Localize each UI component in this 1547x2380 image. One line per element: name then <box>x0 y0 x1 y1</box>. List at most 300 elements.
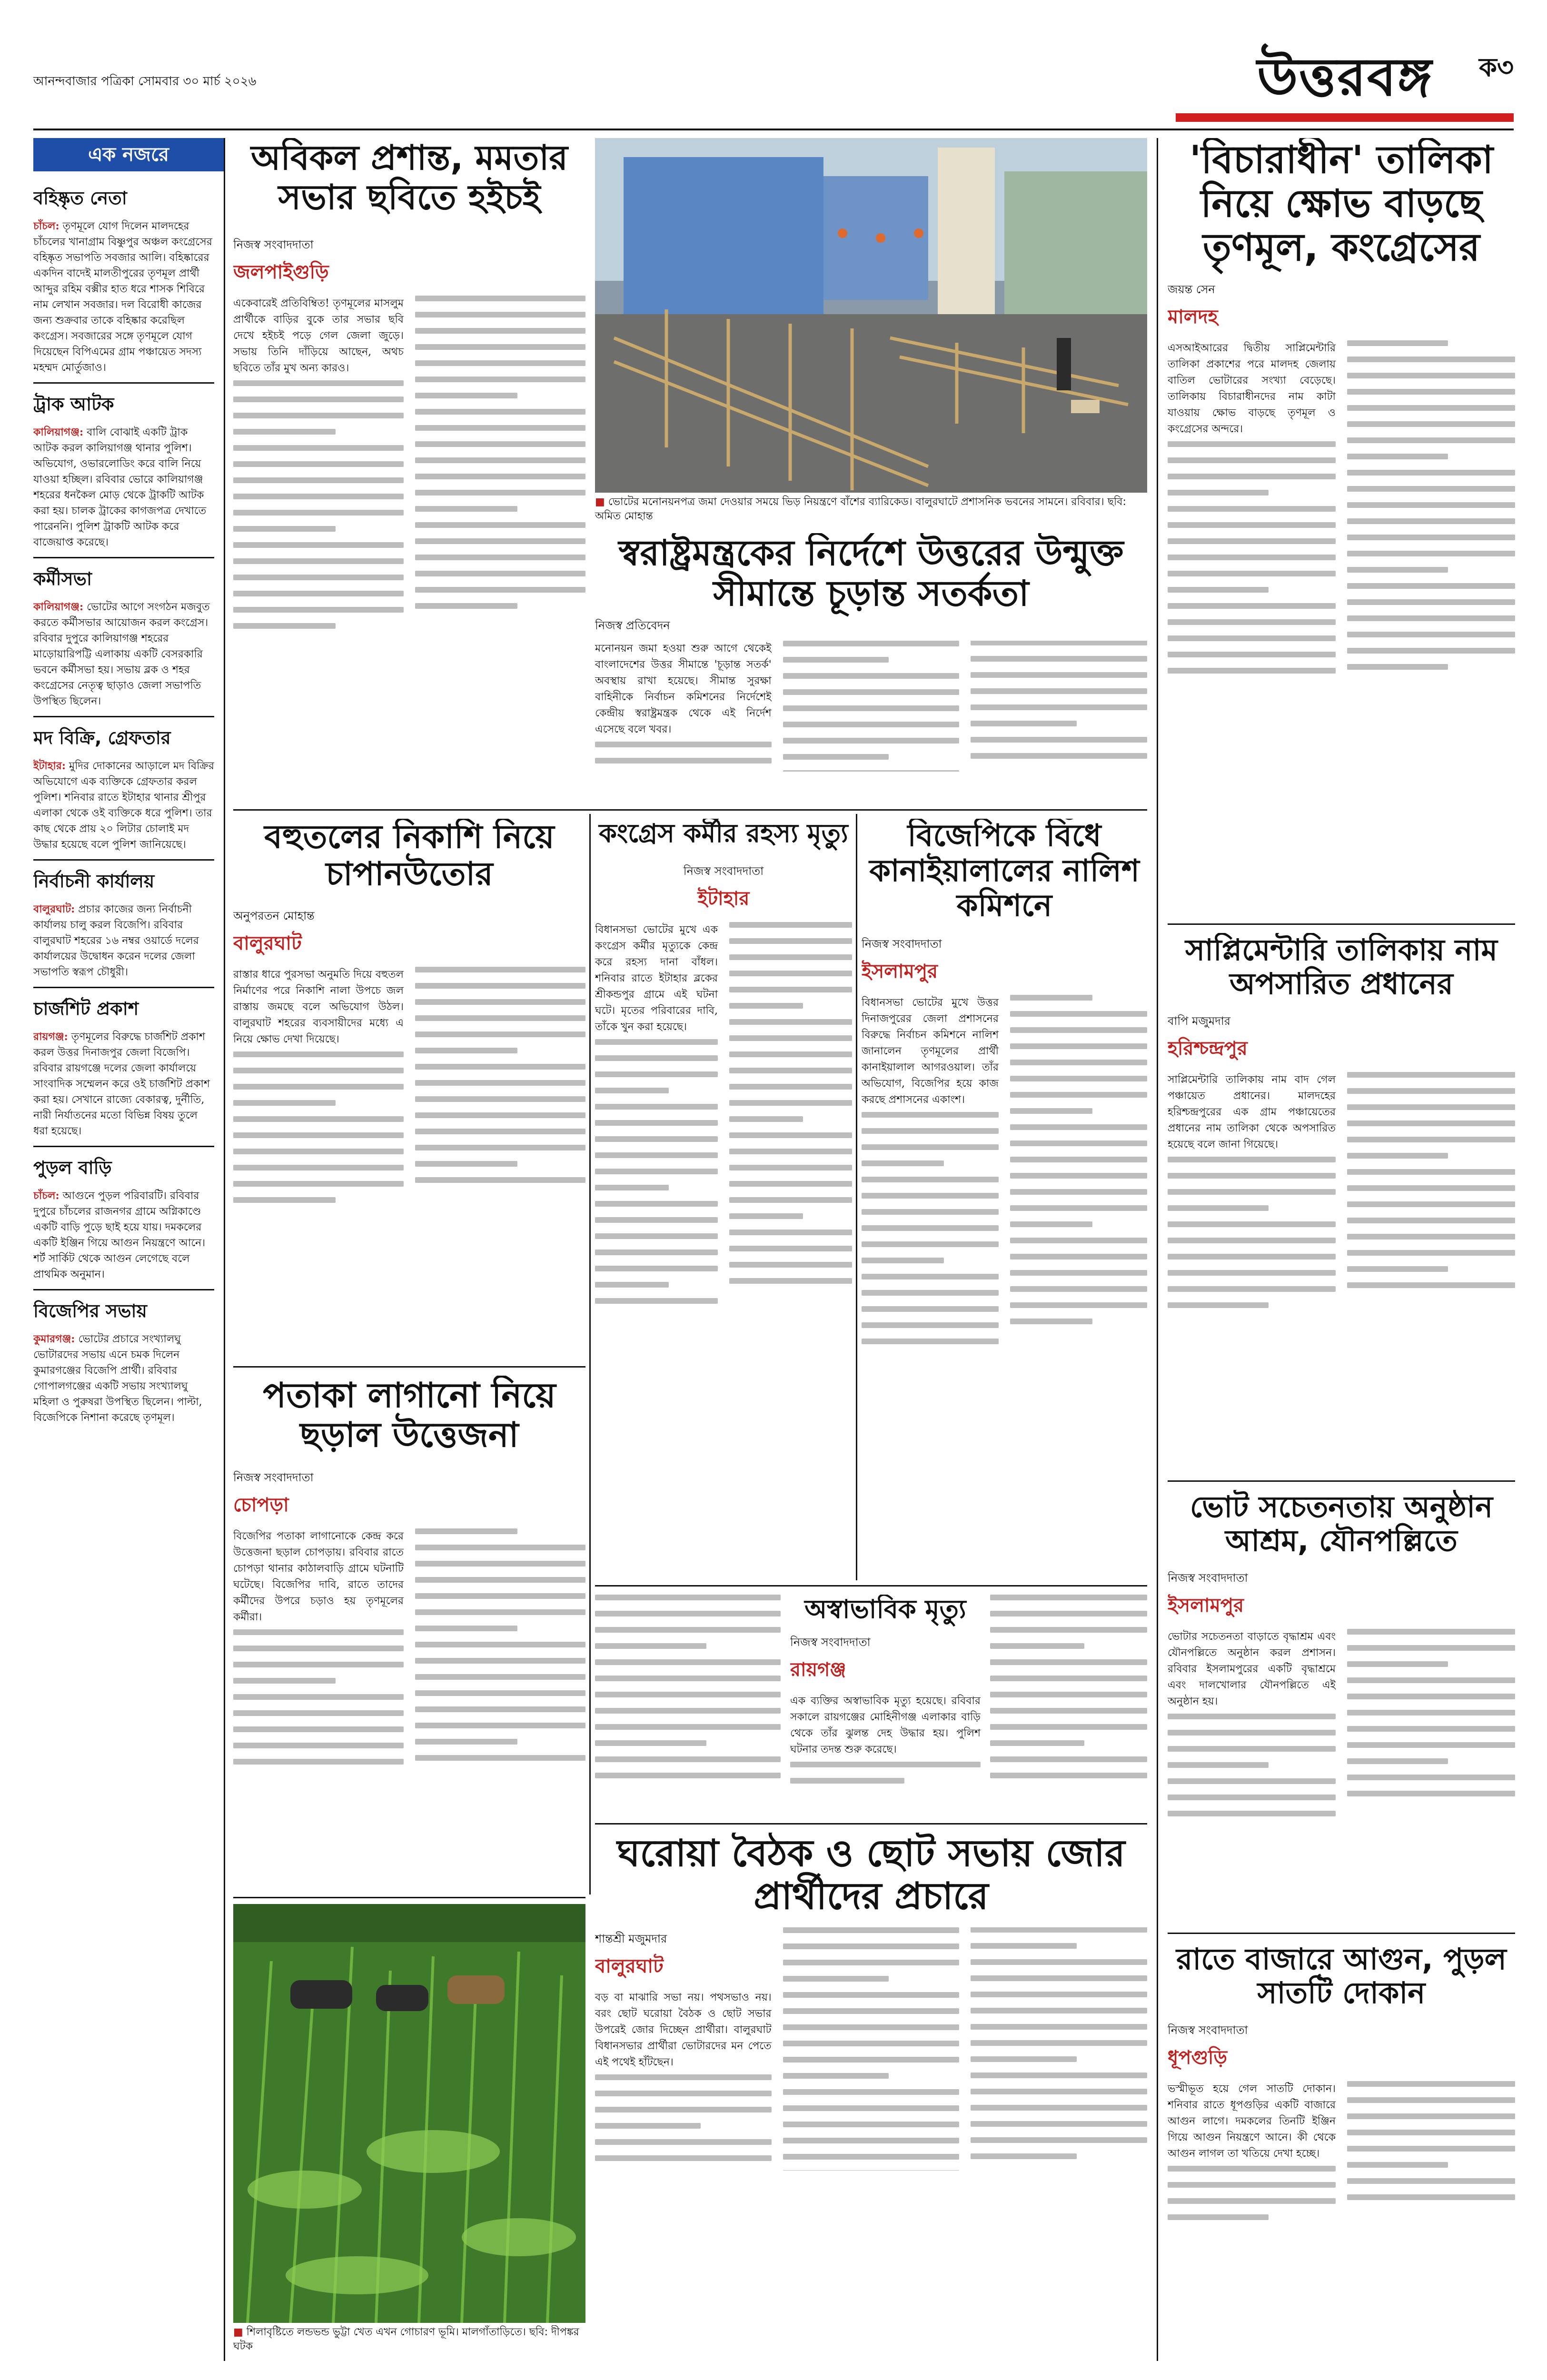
divider <box>233 1366 585 1368</box>
text-line-placeholder <box>595 1756 781 1762</box>
text-line-placeholder <box>595 1233 718 1239</box>
text-line-placeholder <box>1010 1221 1092 1227</box>
text-line-placeholder <box>990 1595 1147 1600</box>
text-line-placeholder <box>862 1144 999 1150</box>
text-line-placeholder <box>595 758 772 764</box>
story-voter-awareness <box>1168 1490 1515 1928</box>
text-line-placeholder <box>415 999 585 1005</box>
story-body <box>990 1595 1147 1778</box>
text-line-placeholder <box>783 1927 960 1933</box>
text-line-placeholder <box>415 441 585 447</box>
story-dateline: ধূপগুড়ি <box>1168 2046 1228 2069</box>
brief-item <box>33 995 214 1139</box>
text-line-placeholder <box>1347 502 1515 508</box>
text-line-placeholder <box>790 1778 904 1784</box>
text-line-placeholder <box>415 1739 517 1745</box>
text-line-placeholder <box>1168 538 1336 544</box>
text-line-placeholder <box>595 1120 718 1126</box>
text-line-placeholder <box>1168 1778 1336 1784</box>
text-line-placeholder <box>1168 1714 1336 1719</box>
text-line-placeholder <box>595 1039 718 1045</box>
text-line-placeholder <box>1347 535 1515 540</box>
text-line-placeholder <box>233 1678 336 1684</box>
text-line-placeholder <box>415 983 585 989</box>
text-line-placeholder <box>862 1209 999 1215</box>
story-lead: ভোটার সচেতনতা বাড়াতে বৃদ্ধাশ্রম এবং যৌনপল্লিতে অনুষ্ঠান করল প্রশাসন। রবিবার ইসলামপুরের একটি বৃদ্ধাশ্রমে এবং দালখোলার যৌনপল্লিতে এই অনুষ্ঠান হয়। <box>1168 1630 1336 1707</box>
text-line-placeholder <box>783 1976 889 1982</box>
text-line-placeholder <box>862 1339 999 1344</box>
story-lead: ভস্মীভূত হয়ে গেল সাতটি দোকান। শনিবার রাতে ধূপগুড়ির একটি বাজারে আগুন লাগে। দমকলের তিনটি ইঞ্জিন গিয়ে আগুন নিয়ন্ত্রণে আনে। কী থেকে আগুন লাগল তা খতিয়ে দেখা হচ্ছে। <box>1168 2082 1336 2160</box>
text-line-placeholder <box>1168 457 1336 463</box>
text-line-placeholder <box>595 2123 701 2129</box>
brief-item <box>33 1297 214 1426</box>
text-line-placeholder <box>783 1960 960 1965</box>
text-line-placeholder <box>1347 615 1515 621</box>
text-line-placeholder <box>783 2073 889 2079</box>
text-line-placeholder <box>1168 1746 1336 1752</box>
text-line-placeholder <box>233 526 336 532</box>
text-line-placeholder <box>233 1051 404 1057</box>
text-line-placeholder <box>729 1116 803 1122</box>
story-body <box>595 922 852 1304</box>
text-line-placeholder <box>233 1197 336 1203</box>
text-line-placeholder <box>783 1944 960 1949</box>
text-line-placeholder <box>595 1692 781 1697</box>
text-line-placeholder <box>1347 551 1515 556</box>
text-line-placeholder <box>595 742 772 747</box>
text-line-placeholder <box>1347 664 1448 670</box>
text-line-placeholder <box>415 1545 585 1550</box>
brief-text: আগুনে পুড়ল পরিবারটি। রবিবার দুপুরে চাঁচলের রাজনগর গ্রামে অগ্নিকাণ্ডে একটি বাড়ি পুড়ে ছাই হয়ে যায়। দমকলের একটি ইঞ্জিন গিয়ে আগুন নিয়ন্ত্রণে আনে। শর্ট সার্কিট থেকে আগুন লেগেছে বলে প্রাথমিক অনুমান। <box>33 1190 206 1280</box>
text-line-placeholder <box>1347 1185 1515 1191</box>
divider <box>33 987 214 988</box>
text-line-placeholder <box>595 1055 718 1061</box>
news-briefs-list <box>33 178 214 2359</box>
divider <box>33 1289 214 1290</box>
text-line-placeholder <box>415 1096 585 1102</box>
text-line-placeholder <box>1168 1205 1269 1211</box>
text-line-placeholder <box>729 954 852 960</box>
text-line-placeholder <box>1168 1302 1269 1308</box>
text-line-placeholder <box>1168 1157 1336 1162</box>
text-line-placeholder <box>415 1048 517 1053</box>
text-line-placeholder <box>729 971 852 976</box>
text-line-placeholder <box>1010 1092 1147 1098</box>
text-line-placeholder <box>971 721 1076 726</box>
text-line-placeholder <box>415 1528 517 1534</box>
story-headline: অবিকল প্রশান্ত, মমতার সভার ছবিতে হইচই <box>251 138 568 217</box>
text-line-placeholder <box>1347 389 1515 395</box>
text-line-placeholder <box>729 1003 803 1009</box>
text-line-placeholder <box>233 445 404 451</box>
text-line-placeholder <box>862 1177 999 1182</box>
text-line-placeholder <box>1010 1286 1147 1292</box>
text-line-placeholder <box>1010 1043 1147 1049</box>
text-line-placeholder <box>729 1278 852 1284</box>
brief-location: চাঁচল: <box>33 1190 60 1202</box>
text-line-placeholder <box>971 737 1147 743</box>
text-line-placeholder <box>233 380 404 386</box>
story-byline: শান্তশ্রী মজুমদার <box>595 1932 667 1946</box>
brief-title: মদ বিক্রি, গ্রেফতার <box>33 727 171 748</box>
text-line-placeholder <box>415 1031 585 1037</box>
text-line-placeholder <box>971 2137 1147 2143</box>
text-line-placeholder <box>1010 1124 1147 1130</box>
text-line-placeholder <box>1347 518 1515 524</box>
text-line-placeholder <box>1347 1072 1515 1078</box>
story-byline: নিজস্ব সংবাদদাতা <box>790 1636 871 1649</box>
text-line-placeholder <box>595 1169 718 1174</box>
text-line-placeholder <box>862 1128 999 1134</box>
text-line-placeholder <box>1010 1011 1147 1017</box>
story-body <box>1168 340 1515 682</box>
text-line-placeholder <box>1010 1108 1092 1114</box>
text-line-placeholder <box>1347 1629 1515 1635</box>
story-headline: অস্বাভাবিক মৃত্যু <box>804 1595 966 1624</box>
story-lead: বিজেপির পতাকা লাগানোকে কেন্দ্র করে উত্তেজনা ছড়াল চোপড়ায়। রবিবার রাতে চোপড়া থানার কাঠালবাড়ি গ্রামে ঘটনাটি ঘটেছে। বিজেপির দাবি, রাতে তাদের কর্মীদের উপরে চড়াও হয় তৃণমূলের কর্মীরা। <box>233 1530 404 1623</box>
story-dateline: বালুরঘাট <box>595 1955 664 1978</box>
text-line-placeholder <box>595 1611 781 1616</box>
text-line-placeholder <box>415 1626 517 1631</box>
story-byline: অনুপরতন মোহান্ত <box>233 909 315 923</box>
text-line-placeholder <box>233 575 404 580</box>
brief-item <box>33 184 214 376</box>
text-line-placeholder <box>1347 357 1515 362</box>
text-line-placeholder <box>1168 555 1336 560</box>
text-line-placeholder <box>862 1112 999 1118</box>
text-line-placeholder <box>1347 405 1515 411</box>
divider <box>33 382 214 384</box>
story-lead: এক ব্যক্তির অস্বাভাবিক মৃত্যু হয়েছে। রবিবার সকালে রায়গঞ্জের মোহিনীগঞ্জ এলাকার বাড়ি থেকে তাঁর ঝুলন্ত দেহ উদ্ধার হয়। পুলিশ ঘটনার তদন্ত শুরু করেছে। <box>790 1695 981 1756</box>
story-dateline: ইসলামপুর <box>1168 1594 1244 1616</box>
brief-text: মুদির দোকানের আড়ালে মদ বিক্রির অভিযোগে এক ব্যক্তিকে গ্রেফতার করল পুলিশ। শনিবার রাতে ইটাহার থানার শ্রীপুর এলাকা থেকে ওই ব্যক্তিকে ধরে পুলিশ। তার কাছ থেকে প্রায় ২০ লিটার চোলাই মদ উদ্ধার হয়েছে বলে পুলিশ জানিয়েছে। <box>33 760 214 851</box>
text-line-placeholder <box>415 1723 585 1728</box>
text-line-placeholder <box>862 1290 999 1296</box>
text-line-placeholder <box>783 705 960 711</box>
text-line-placeholder <box>415 1177 585 1183</box>
text-line-placeholder <box>783 2024 960 2030</box>
brief-title: ট্রাক আটক <box>33 394 114 415</box>
story-body <box>595 641 1147 772</box>
text-line-placeholder <box>233 510 404 516</box>
brief-location: কালিয়াগঞ্জ: <box>33 601 84 613</box>
story-lead: সাপ্লিমেন্টারি তালিকায় নাম বাদ গেল পঞ্চায়েত প্রধানের। মালদহের হরিশ্চন্দ্রপুরের এক গ্রাম পঞ্চায়েতের প্রধানের নাম তালিকা থেকে অপসারিত হয়েছে বলে জানা গিয়েছে। <box>1168 1073 1336 1150</box>
text-line-placeholder <box>783 2138 960 2143</box>
text-line-placeholder <box>1347 1694 1515 1699</box>
text-line-placeholder <box>415 1129 585 1134</box>
text-line-placeholder <box>971 2040 1147 2046</box>
text-line-placeholder <box>415 344 585 350</box>
text-line-placeholder <box>729 1213 803 1219</box>
text-line-placeholder <box>1347 632 1515 637</box>
masthead <box>33 33 1514 133</box>
text-line-placeholder <box>1347 2146 1515 2152</box>
text-line-placeholder <box>971 1959 1147 1965</box>
text-line-placeholder <box>1347 1234 1515 1240</box>
text-line-placeholder <box>415 1706 585 1712</box>
text-line-placeholder <box>595 1627 781 1633</box>
text-line-placeholder <box>1347 1775 1515 1780</box>
text-line-placeholder <box>595 1104 718 1110</box>
text-line-placeholder <box>415 1577 585 1583</box>
story-headline: কংগ্রেস কর্মীর রহস্য মৃত্যু <box>599 819 848 848</box>
text-line-placeholder <box>415 587 585 593</box>
text-line-placeholder <box>1168 587 1269 593</box>
text-line-placeholder <box>1168 1254 1336 1259</box>
story-body <box>233 1528 585 1773</box>
text-line-placeholder <box>1347 1266 1448 1272</box>
story-dateline: ইসলামপুর <box>862 960 938 982</box>
text-line-placeholder <box>971 2089 1147 2094</box>
text-line-placeholder <box>729 1051 852 1057</box>
text-line-placeholder <box>783 2041 960 2046</box>
text-line-placeholder <box>783 738 960 744</box>
text-line-placeholder <box>595 1152 718 1158</box>
text-line-placeholder <box>971 1975 1147 1981</box>
caption-marker: ■ <box>233 2326 243 2338</box>
text-line-placeholder <box>233 1132 404 1138</box>
text-line-placeholder <box>1168 441 1336 447</box>
text-line-placeholder <box>415 1561 585 1567</box>
story-byline: নিজস্ব সংবাদদাতা <box>862 937 942 951</box>
text-line-placeholder <box>233 1116 404 1122</box>
text-line-placeholder <box>971 704 1147 710</box>
story-jalpaiguri <box>233 138 585 804</box>
text-line-placeholder <box>233 1759 404 1765</box>
text-line-placeholder <box>862 1160 944 1166</box>
text-line-placeholder <box>990 1659 1147 1665</box>
text-line-placeholder <box>233 1068 404 1073</box>
text-line-placeholder <box>1010 1140 1147 1146</box>
brief-location: ইটাহার: <box>33 760 66 772</box>
text-line-placeholder <box>971 2073 1147 2078</box>
story-body <box>1168 2081 1515 2221</box>
text-line-placeholder <box>1010 1076 1147 1081</box>
text-line-placeholder <box>1168 506 1336 512</box>
text-line-placeholder <box>415 474 585 479</box>
brief-title: পুড়ল বাড়ি <box>33 1157 112 1178</box>
text-line-placeholder <box>415 1112 585 1118</box>
divider <box>1168 1933 1515 1934</box>
story-byline: নিজস্ব সংবাদদাতা <box>683 864 764 878</box>
text-line-placeholder <box>1347 2162 1448 2168</box>
story-headline: ভোট সচেতনতায় অনুষ্ঠান আশ্রম, যৌনপল্লিতে <box>1190 1490 1493 1558</box>
text-line-placeholder <box>595 1773 781 1778</box>
text-line-placeholder <box>1347 2178 1515 2184</box>
story-chopra <box>233 1376 585 1890</box>
text-line-placeholder <box>729 922 852 928</box>
story-body <box>862 995 1147 1345</box>
text-line-placeholder <box>729 1181 852 1187</box>
text-line-placeholder <box>415 1642 585 1647</box>
text-line-placeholder <box>1347 1282 1515 1288</box>
text-line-placeholder <box>415 490 585 496</box>
story-byline: বাপি মজুমদার <box>1168 1014 1230 1028</box>
text-line-placeholder <box>1168 619 1336 625</box>
story-balurghat-drain <box>233 819 585 1361</box>
story-itahar <box>595 819 852 1576</box>
text-line-placeholder <box>415 603 517 609</box>
text-line-placeholder <box>990 1708 1147 1714</box>
story-lead: বিধানসভা ভোটের মুখে এক কংগ্রেস কর্মীর মৃত্যুকে কেন্দ্র করে রহস্য দানা বাঁধল। শনিবার রাতে ইটাহার ব্লকের শ্রীকন্ডপুর গ্রামে এই ঘটনা ঘটে। মৃতের পরিবারের দাবি, তাঁকে খুন করা হয়েছে। <box>595 924 718 1033</box>
divider <box>33 557 214 558</box>
story-lead: একেবারেই প্রতিবিম্বিত! তৃণমূলের মাসলুম প্রার্থীকে বাড়ির বুকে তার সভার ছবি দেখে হইচই পড়ে গেল জেলা জুড়ে। সভায় তিনি দাঁড়িয়ে আছেন, অথচ ছবিতে তাঁর মুখ অন্য কারও। <box>233 297 404 374</box>
text-line-placeholder <box>233 1084 404 1090</box>
text-line-placeholder <box>990 1627 1147 1633</box>
text-line-placeholder <box>415 296 585 301</box>
story-headline: ঘরোয়া বৈঠক ও ছোট সভায় জোর প্রার্থীদের প্রচারে <box>617 1833 1125 1918</box>
story-headline: স্বরাষ্ট্রমন্ত্রকের নির্দেশে উত্তরের উন্মুক্ত সীমান্তে চূড়ান্ত সতর্কতা <box>618 533 1124 615</box>
caption-marker: ■ <box>595 496 605 508</box>
text-line-placeholder <box>1168 1238 1336 1243</box>
text-line-placeholder <box>971 753 1147 759</box>
text-line-placeholder <box>1347 1710 1515 1716</box>
text-line-placeholder <box>595 1266 718 1271</box>
story-raiganj-death <box>790 1595 981 1818</box>
story-balurghat-campaign <box>595 1833 1147 2361</box>
text-line-placeholder <box>783 673 960 679</box>
story-pending-list <box>1168 138 1515 919</box>
news-briefs-column <box>33 138 225 2361</box>
text-line-placeholder <box>783 689 960 695</box>
text-line-placeholder <box>233 623 336 629</box>
text-line-placeholder <box>1347 2081 1515 2087</box>
story-lead: বড় বা মাঝারি সভা নয়। পথসভাও নয়। বরং ছোট ঘরোয়া বৈঠক ও ছোট সভার উপরেই জোর দিচ্ছেন প্রার্থীরা। বালুরঘাট বিধানসভার প্রার্থীরা ভোটারদের মন পেতে এই পথেই হাঁটছেন। <box>595 1992 772 2069</box>
text-line-placeholder <box>1010 1027 1147 1033</box>
text-line-placeholder <box>783 1992 960 1998</box>
brief-location: বালুরঘাট: <box>33 903 75 915</box>
divider <box>233 809 1147 811</box>
divider <box>1168 1480 1515 1482</box>
story-body <box>233 967 585 1203</box>
text-line-placeholder <box>415 1690 585 1696</box>
text-line-placeholder <box>233 1743 404 1748</box>
text-line-placeholder <box>233 1149 404 1154</box>
text-line-placeholder <box>1347 567 1448 573</box>
text-line-placeholder <box>1168 1795 1336 1800</box>
text-line-placeholder <box>971 2024 1147 2030</box>
text-line-placeholder <box>790 1762 981 1767</box>
story-headline: বহুতলের নিকাশি নিয়ে চাপানউতোর <box>264 819 555 893</box>
text-line-placeholder <box>1168 603 1336 609</box>
text-line-placeholder <box>595 1201 718 1207</box>
story-dateline: রায়গঞ্জ <box>790 1659 846 1681</box>
text-line-placeholder <box>233 1181 404 1187</box>
text-line-placeholder <box>595 1136 718 1142</box>
text-line-placeholder <box>1347 599 1515 605</box>
text-line-placeholder <box>971 1943 1076 1949</box>
text-line-placeholder <box>415 312 585 317</box>
text-line-placeholder <box>990 1643 1084 1649</box>
divider <box>1168 923 1515 925</box>
text-line-placeholder <box>783 2105 960 2111</box>
text-line-placeholder <box>233 1629 404 1635</box>
text-line-placeholder <box>415 328 585 334</box>
story-body <box>1168 1629 1515 1817</box>
text-line-placeholder <box>862 1258 944 1263</box>
brief-title: কর্মীসভা <box>33 568 92 589</box>
text-line-placeholder <box>233 607 404 613</box>
text-line-placeholder <box>415 538 585 544</box>
text-line-placeholder <box>1168 668 1336 674</box>
divider <box>33 859 214 861</box>
text-line-placeholder <box>1347 454 1448 459</box>
text-line-placeholder <box>783 2008 960 2014</box>
text-line-placeholder <box>729 1035 852 1041</box>
story-lead: বিধানসভা ভোটের মুখে উত্তর দিনাজপুরের জেলা প্রশাসনের বিরুদ্ধে নির্বাচন কমিশনে নালিশ জানালেন তৃণমূলের প্রার্থী কানাইয়ালাল আগরওয়াল। তাঁর অভিযোগ, বিজেপির হয়ে কাজ করছে প্রশাসনের একাংশ। <box>862 996 999 1106</box>
text-line-placeholder <box>729 1019 852 1025</box>
text-line-placeholder <box>595 1708 781 1714</box>
brief-location: চাঁচল: <box>33 220 60 232</box>
brief-item <box>33 724 214 853</box>
text-line-placeholder <box>862 1225 999 1231</box>
text-line-placeholder <box>415 1145 585 1150</box>
text-line-placeholder <box>415 967 585 972</box>
story-byline: নিজস্ব সংবাদদাতা <box>233 1470 314 1484</box>
text-line-placeholder <box>783 722 960 727</box>
text-line-placeholder <box>415 571 585 576</box>
text-line-placeholder <box>1347 1742 1515 1748</box>
section-accent-bar <box>1176 113 1514 122</box>
story-headline: সাপ্লিমেন্টারি তালিকায় নাম অপসারিত প্রধানের <box>1185 933 1497 1002</box>
story-byline: নিজস্ব প্রতিবেদন <box>595 619 670 633</box>
text-line-placeholder <box>1168 2198 1336 2204</box>
text-line-placeholder <box>595 1298 718 1304</box>
text-line-placeholder <box>1347 373 1515 378</box>
text-line-placeholder <box>783 2057 960 2063</box>
text-line-placeholder <box>1347 1645 1515 1651</box>
text-line-placeholder <box>783 657 889 663</box>
text-line-placeholder <box>415 506 517 512</box>
text-line-placeholder <box>233 1646 404 1651</box>
brief-title: বিজেপির সভায় <box>33 1300 147 1321</box>
text-line-placeholder <box>233 429 336 435</box>
story-dateline: বালুরঘাট <box>233 932 302 955</box>
text-line-placeholder <box>1347 648 1515 654</box>
text-line-placeholder <box>1010 1238 1147 1243</box>
text-line-placeholder <box>1347 1661 1448 1667</box>
text-line-placeholder <box>1168 474 1336 479</box>
text-line-placeholder <box>729 1132 852 1138</box>
text-line-placeholder <box>1347 1169 1515 1175</box>
text-line-placeholder <box>233 477 404 483</box>
text-line-placeholder <box>233 1100 336 1106</box>
text-line-placeholder <box>729 1100 852 1106</box>
text-line-placeholder <box>971 2121 1147 2127</box>
story-body <box>595 1595 781 1778</box>
page-number: ক৩ <box>1479 52 1514 82</box>
text-line-placeholder <box>1168 2166 1336 2172</box>
text-line-placeholder <box>971 2008 1147 2013</box>
text-line-placeholder <box>1347 1218 1515 1223</box>
right-column <box>1157 138 1515 2361</box>
brief-text: ভোটের আগে সংগঠন মজবুত করতে কর্মীসভার আয়োজন করল কংগ্রেস। রবিবার দুপুরে কালিয়াগঞ্জ শহরের মাড়োয়ারিপট্টি এলাকায় একটি বেসরকারি ভবনে কর্মীসভা হয়। সভায় ব্লক ও শহর কংগ্রেসের নেতৃত্ব ছাড়াও জেলা সভাপতি উপস্থিত ছিলেন। <box>33 601 210 707</box>
text-line-placeholder <box>1168 1173 1336 1179</box>
story-byline: নিজস্ব সংবাদদাতা <box>1168 1571 1248 1585</box>
text-line-placeholder <box>1347 2097 1515 2103</box>
text-line-placeholder <box>1347 2130 1515 2135</box>
text-line-placeholder <box>595 2155 772 2161</box>
news-briefs-header: এক নজরে <box>33 138 224 171</box>
text-line-placeholder <box>233 397 404 402</box>
divider <box>33 1146 214 1147</box>
text-line-placeholder <box>595 1740 706 1746</box>
text-line-placeholder <box>862 1306 999 1312</box>
story-headline: রাতে বাজারে আগুন, পুড়ল সাতটি দোকান <box>1176 1942 1507 2011</box>
text-line-placeholder <box>415 1609 585 1615</box>
text-line-placeholder <box>415 409 585 415</box>
text-line-placeholder <box>1347 437 1515 443</box>
